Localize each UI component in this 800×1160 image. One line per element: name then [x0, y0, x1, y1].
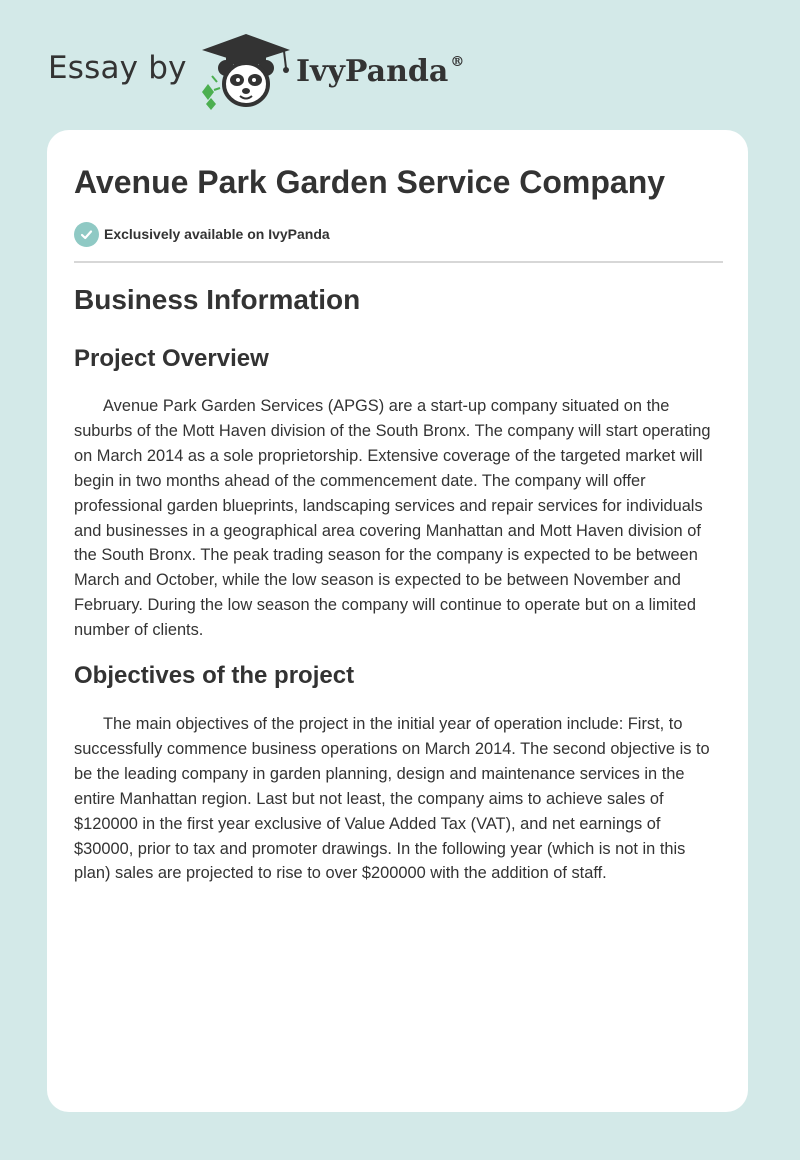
project-overview-heading: Project Overview	[74, 345, 269, 372]
check-icon	[74, 222, 99, 247]
brand-name	[296, 54, 464, 89]
section-heading: Business Information	[74, 284, 361, 315]
panda-graduate-icon	[200, 30, 292, 110]
project-overview-paragraph: Avenue Park Garden Services (APGS) are a start-up company situated on the suburbs of the Mott Haven division of the South Bronx. The company will start operating on March 2014 as a sole proprietorship. Extensive coverage of the targeted market will begin in two months ahead of the commencement date. The company will offer professional garden blueprints, landscaping services and repair services for individuals and businesses in a geographical area covering Manhattan and Mott Haven division of the South Bronx. The peak trading season for the company is expected to be between March and October, while the low season is expected to be between November and February. During the low season the company will continue to operate but on a limited number of clients.	[74, 397, 711, 640]
brand-prefix: Essay by	[48, 50, 187, 86]
objectives-heading: Objectives of the project	[74, 662, 355, 689]
brand-name-text: IvyPanda	[296, 54, 449, 89]
registered-mark: ®	[450, 54, 465, 70]
objectives-paragraph: The main objectives of the project in the initial year of operation include: First, to successfully commence business operations on March 2014. The second objective is to be the leading company in garden planning, design and maintenance services in the entire Manhattan region. Last but not least, the company aims to achieve sales of $120000 in the first year exclusive of Value Added Tax (VAT), and net earnings of $30000, prior to tax and promoter drawings. In the following year (which is not in this plan) sales are projected to rise to over $200000 with the addition of staff.	[74, 715, 710, 883]
title-divider	[74, 261, 723, 263]
brand-header[interactable]	[48, 30, 508, 110]
exclusive-badge	[74, 221, 330, 247]
article-card	[47, 130, 748, 1112]
page-title: Avenue Park Garden Service Company	[74, 164, 666, 200]
exclusive-label: Exclusively available on IvyPanda	[104, 226, 330, 242]
